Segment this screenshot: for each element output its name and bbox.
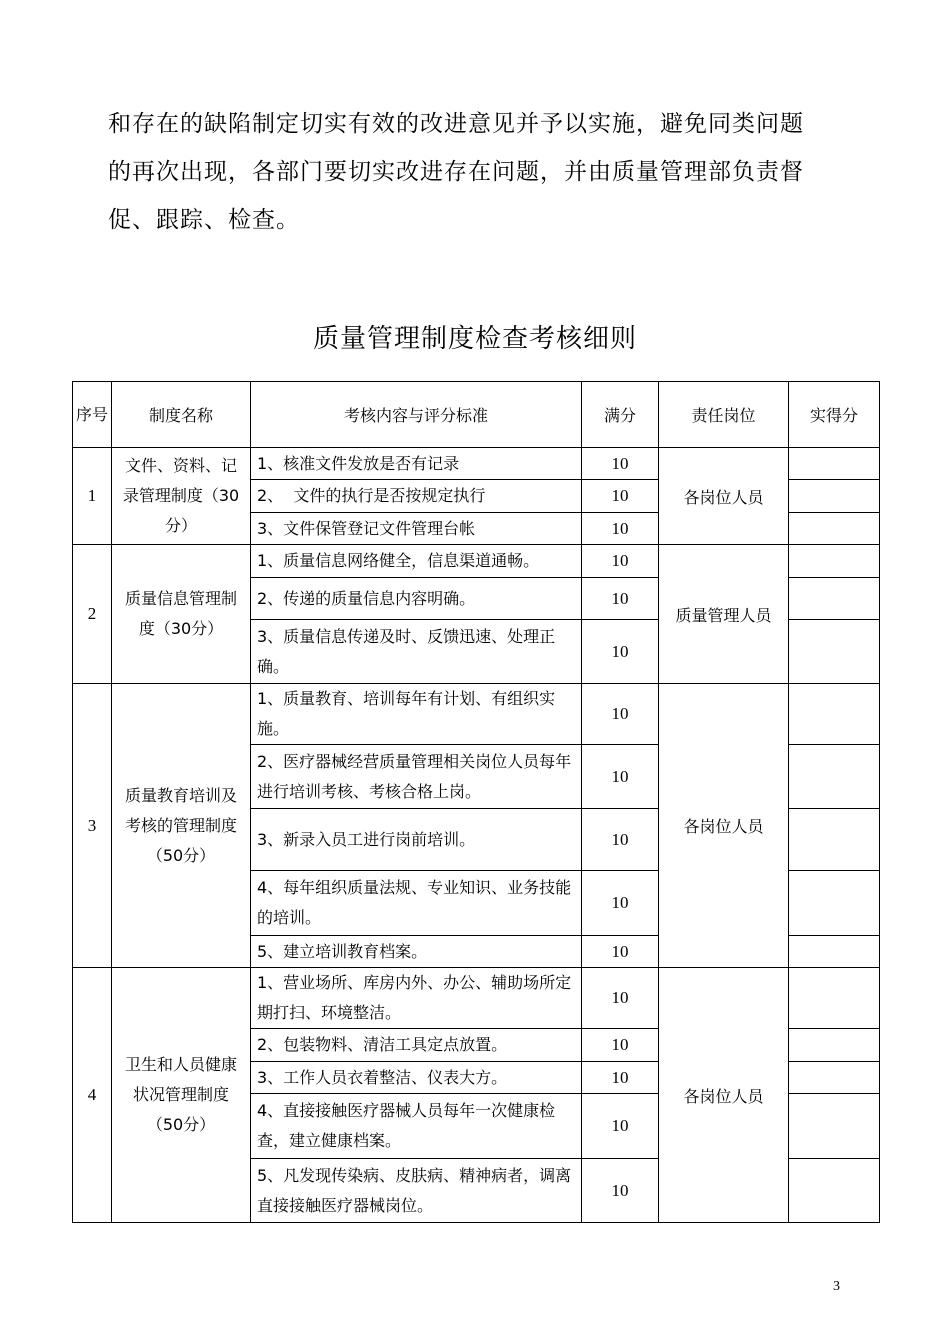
table-row bbox=[73, 448, 880, 480]
post-cell: 各岗位人员 bbox=[659, 448, 789, 545]
header-name: 制度名称 bbox=[112, 382, 251, 448]
content-cell: 1、质量信息网络健全，信息渠道通畅。 bbox=[251, 545, 582, 578]
content-cell: 5、建立培训教育档案。 bbox=[251, 936, 582, 968]
content-cell: 2、 文件的执行是否按规定执行 bbox=[251, 480, 582, 513]
system-name-cell: 质量教育培训及考核的管理制度（50分） bbox=[112, 684, 251, 968]
table-title: 质量管理制度检查考核细则 bbox=[312, 324, 637, 354]
inspection-table bbox=[72, 381, 880, 1223]
header-full-score: 满分 bbox=[582, 382, 659, 448]
seq-cell: 1 bbox=[73, 448, 112, 545]
seq-cell: 3 bbox=[73, 684, 112, 968]
post-cell: 各岗位人员 bbox=[659, 684, 789, 968]
score-cell: 10 bbox=[582, 513, 659, 545]
page-number: 3 bbox=[833, 1279, 840, 1294]
content-cell: 5、凡发现传染病、皮肤病、精神病者，调离直接接触医疗器械岗位。 bbox=[251, 1159, 582, 1223]
content-cell: 2、包装物料、清洁工具定点放置。 bbox=[251, 1029, 582, 1062]
table-row bbox=[73, 968, 880, 1029]
table-row bbox=[73, 684, 880, 745]
score-cell: 10 bbox=[582, 578, 659, 620]
system-name-cell: 卫生和人员健康状况管理制度（50分） bbox=[112, 968, 251, 1223]
score-cell: 10 bbox=[582, 936, 659, 968]
content-cell: 3、新录入员工进行岗前培训。 bbox=[251, 809, 582, 871]
actual-score-cell bbox=[789, 448, 880, 480]
header-row bbox=[73, 382, 880, 448]
header-content: 考核内容与评分标准 bbox=[251, 382, 582, 448]
system-name-cell: 质量信息管理制度（30分） bbox=[112, 545, 251, 684]
header-post: 责任岗位 bbox=[659, 382, 789, 448]
post-cell: 各岗位人员 bbox=[659, 968, 789, 1223]
actual-score-cell bbox=[789, 1029, 880, 1062]
paragraph-line: 和存在的缺陷制定切实有效的改进意见并予以实施，避免同类问题 bbox=[108, 111, 804, 137]
actual-score-cell bbox=[789, 513, 880, 545]
actual-score-cell bbox=[789, 936, 880, 968]
header-actual-score: 实得分 bbox=[789, 382, 880, 448]
paragraph-line: 促、跟踪、检查。 bbox=[108, 207, 300, 233]
score-cell: 10 bbox=[582, 1159, 659, 1223]
actual-score-cell bbox=[789, 745, 880, 809]
paragraph-line: 的再次出现，各部门要切实改进存在问题，并由质量管理部负责督 bbox=[108, 159, 804, 185]
score-cell: 10 bbox=[582, 968, 659, 1029]
seq-cell: 4 bbox=[73, 968, 112, 1223]
content-cell: 1、营业场所、库房内外、办公、辅助场所定期打扫、环境整洁。 bbox=[251, 968, 582, 1029]
actual-score-cell bbox=[789, 1159, 880, 1223]
score-cell: 10 bbox=[582, 448, 659, 480]
score-cell: 10 bbox=[582, 545, 659, 578]
score-cell: 10 bbox=[582, 1094, 659, 1159]
post-cell: 质量管理人员 bbox=[659, 545, 789, 684]
content-cell: 2、传递的质量信息内容明确。 bbox=[251, 578, 582, 620]
score-cell: 10 bbox=[582, 620, 659, 684]
header-seq: 序号 bbox=[73, 382, 112, 448]
score-cell: 10 bbox=[582, 684, 659, 745]
actual-score-cell bbox=[789, 1062, 880, 1094]
body-paragraph bbox=[108, 100, 853, 244]
actual-score-cell bbox=[789, 545, 880, 578]
table-row bbox=[73, 545, 880, 578]
actual-score-cell bbox=[789, 871, 880, 936]
content-cell: 4、直接接触医疗器械人员每年一次健康检查，建立健康档案。 bbox=[251, 1094, 582, 1159]
score-cell: 10 bbox=[582, 745, 659, 809]
content-cell: 1、核准文件发放是否有记录 bbox=[251, 448, 582, 480]
score-cell: 10 bbox=[582, 480, 659, 513]
actual-score-cell bbox=[789, 684, 880, 745]
content-cell: 1、质量教育、培训每年有计划、有组织实施。 bbox=[251, 684, 582, 745]
score-cell: 10 bbox=[582, 1029, 659, 1062]
actual-score-cell bbox=[789, 620, 880, 684]
content-cell: 4、每年组织质量法规、专业知识、业务技能的培训。 bbox=[251, 871, 582, 936]
seq-cell: 2 bbox=[73, 545, 112, 684]
content-cell: 3、文件保管登记文件管理台帐 bbox=[251, 513, 582, 545]
content-cell: 2、医疗器械经营质量管理相关岗位人员每年进行培训考核、考核合格上岗。 bbox=[251, 745, 582, 809]
actual-score-cell bbox=[789, 480, 880, 513]
content-cell: 3、质量信息传递及时、反馈迅速、处理正确。 bbox=[251, 620, 582, 684]
score-cell: 10 bbox=[582, 809, 659, 871]
actual-score-cell bbox=[789, 968, 880, 1029]
actual-score-cell bbox=[789, 809, 880, 871]
actual-score-cell bbox=[789, 578, 880, 620]
actual-score-cell bbox=[789, 1094, 880, 1159]
content-cell: 3、工作人员衣着整洁、仪表大方。 bbox=[251, 1062, 582, 1094]
score-cell: 10 bbox=[582, 1062, 659, 1094]
system-name-cell: 文件、资料、记录管理制度（30分） bbox=[112, 448, 251, 545]
score-cell: 10 bbox=[582, 871, 659, 936]
